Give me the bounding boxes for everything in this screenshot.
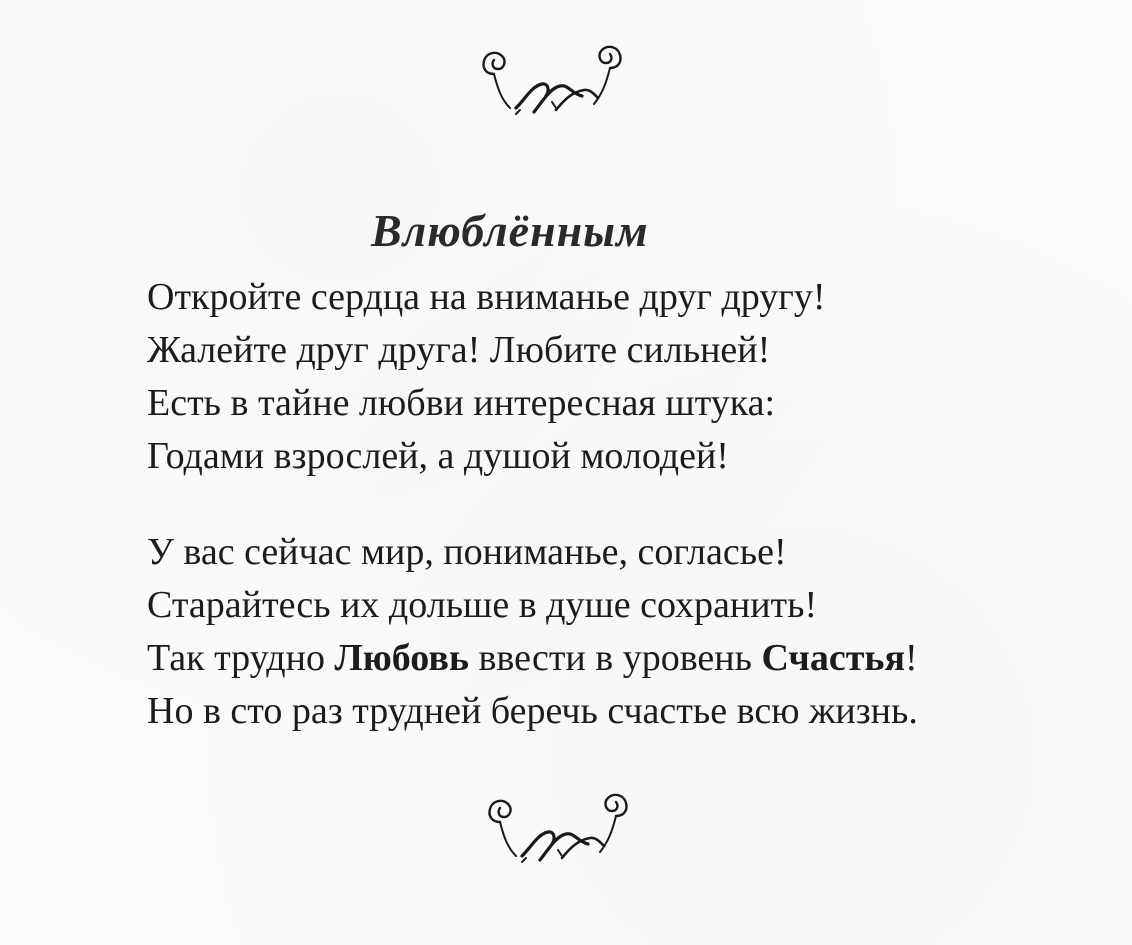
poem-line: Откройте сердца на вниманье друг другу!	[147, 276, 826, 318]
bold-word-love: Любовь	[334, 637, 469, 679]
line-text: !	[905, 637, 918, 679]
bottom-vignette-icon	[478, 786, 638, 868]
top-vignette-icon	[472, 38, 632, 120]
poem-line: Старайтесь их дольше в душе сохранить!	[147, 584, 818, 626]
poem-line: Но в сто раз трудней беречь счастье всю жизнь.	[147, 690, 918, 732]
stanza-2	[147, 526, 918, 738]
poem-line: Жалейте друг друга! Любите сильней!	[147, 329, 771, 371]
line-text: ввести в уровень	[468, 637, 762, 679]
bold-word-happiness: Счастья	[761, 637, 906, 679]
poem-line-mixed	[147, 632, 918, 685]
poem-title: Влюблённым	[371, 205, 649, 256]
poem-line: Есть в тайне любви интересная штука:	[147, 382, 776, 424]
stanza-1	[147, 271, 826, 483]
poem-line: У вас сейчас мир, пониманье, согласье!	[147, 531, 787, 573]
line-text: Так трудно	[147, 637, 335, 679]
poem-line: Годами взрослей, а душой молодей!	[147, 435, 729, 477]
